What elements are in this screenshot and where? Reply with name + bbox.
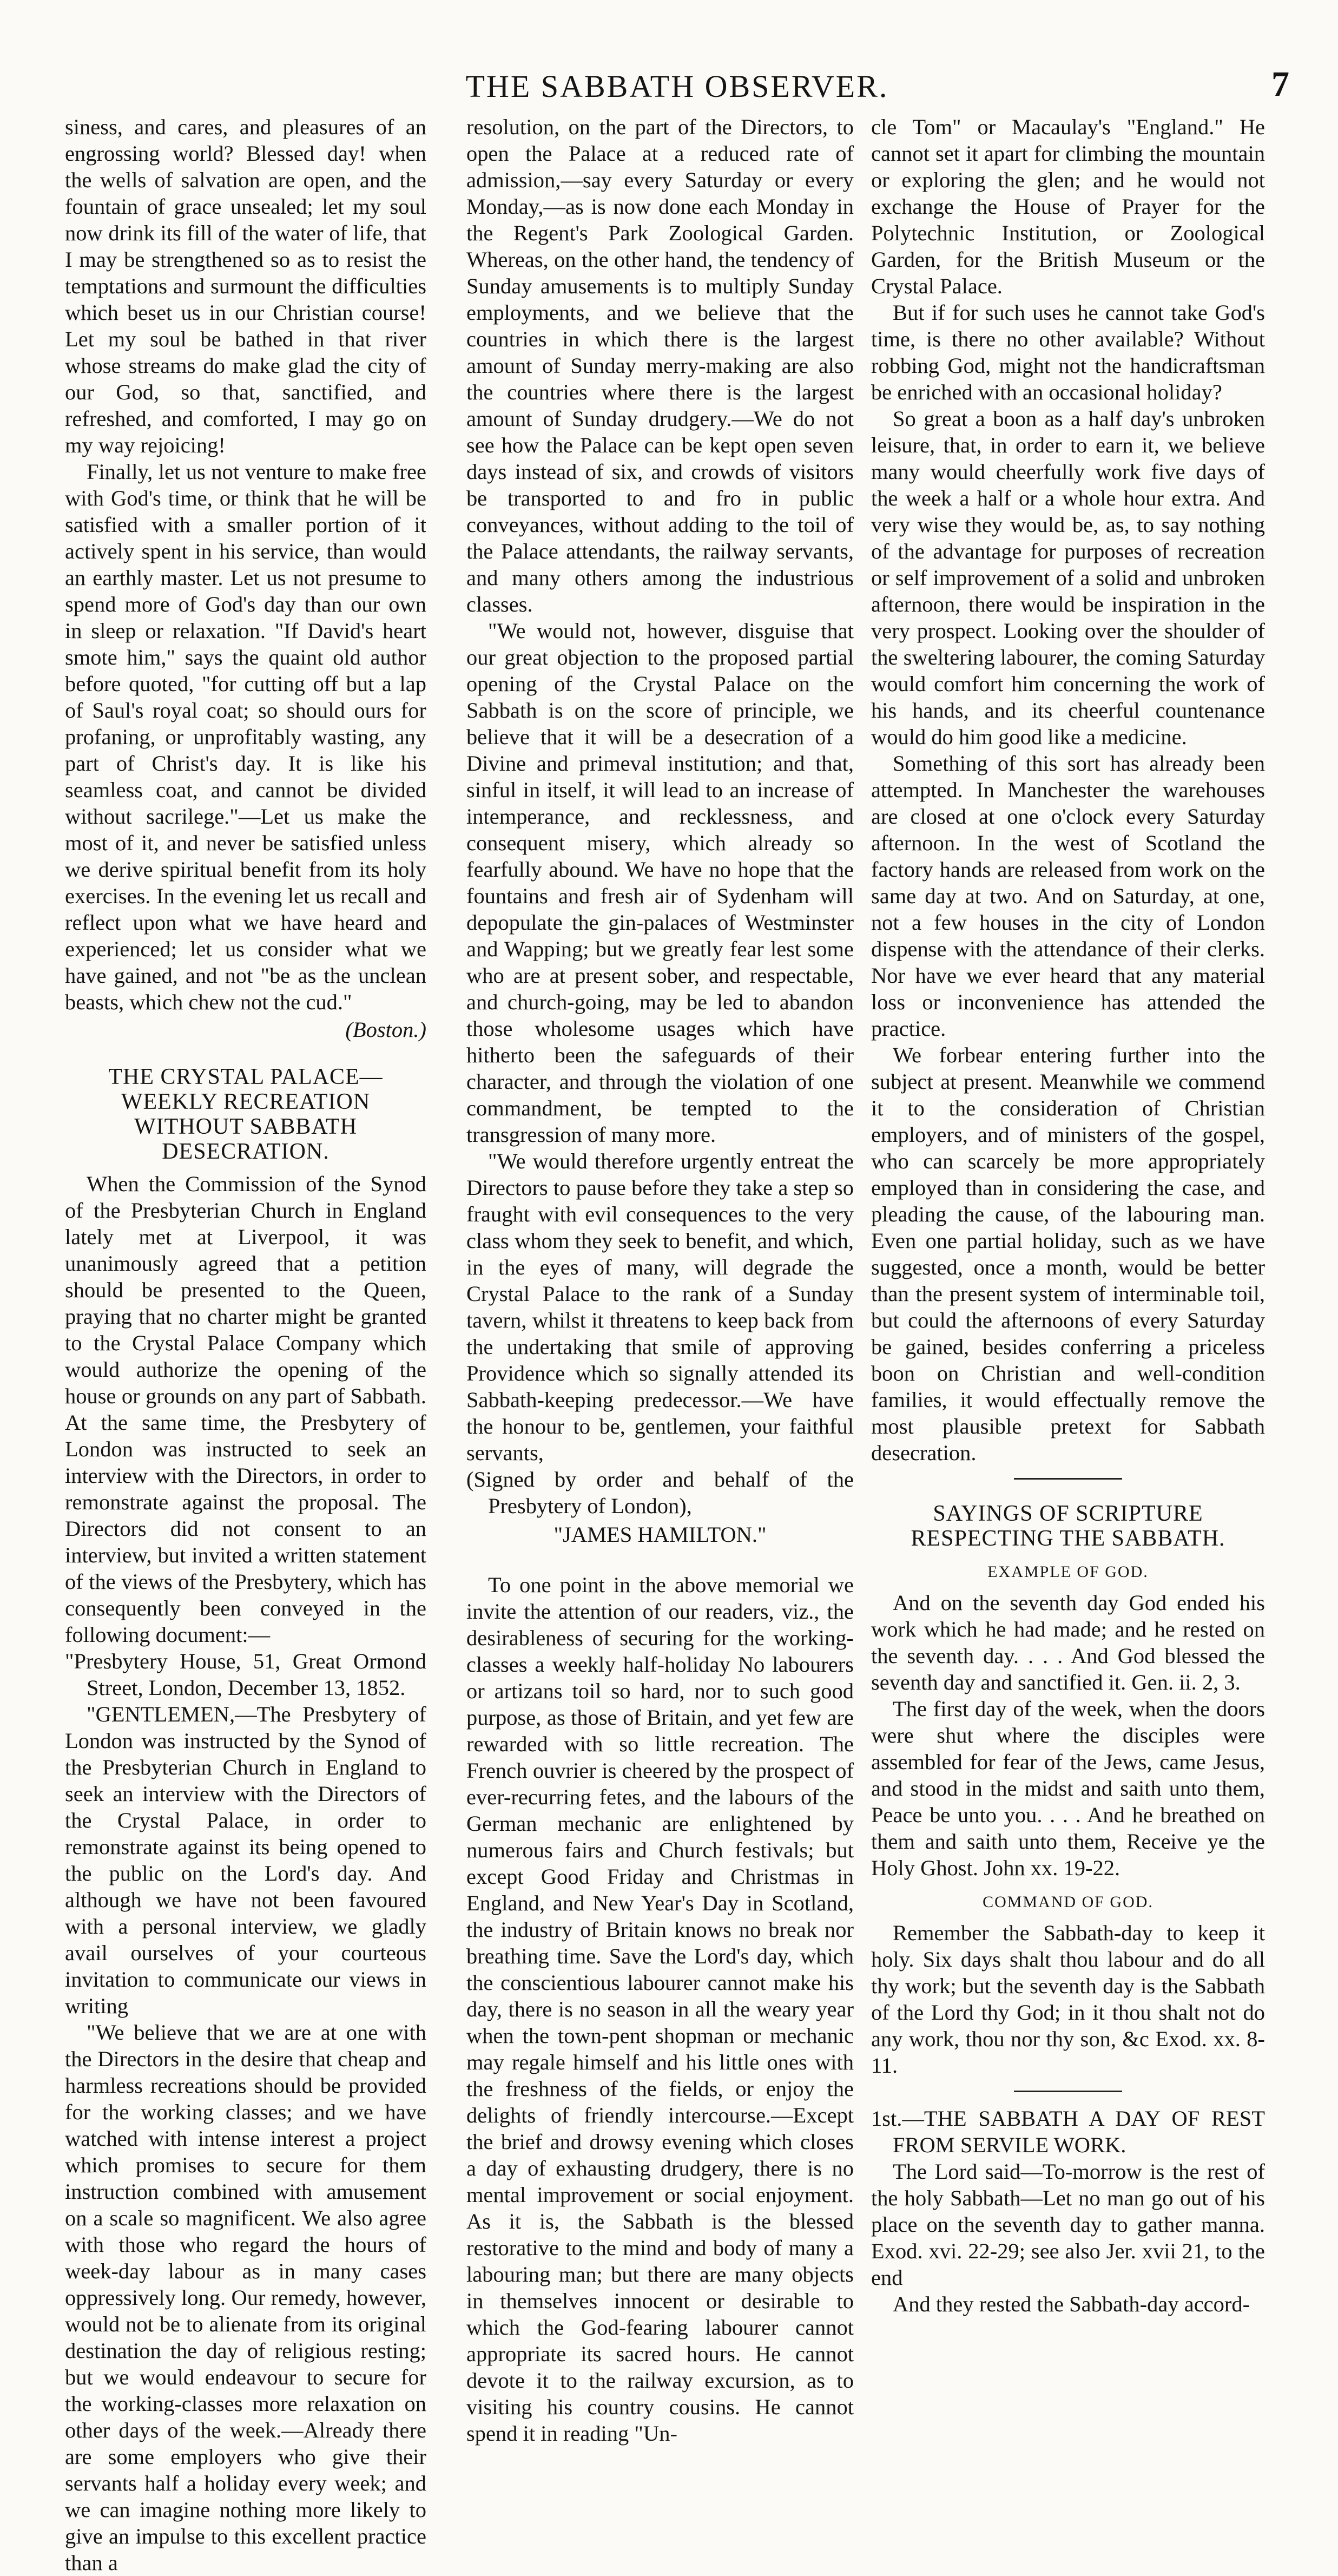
paragraph: But if for such uses he cannot take God's time, is there no other available? Without robbing God, might not the handicraftsman be enriched with an occasional holiday?	[871, 300, 1265, 404]
paragraph: resolution, on the part of the Directors, to open the Palace at a reduced rate of admission,—say every Saturday or every Monday,—as is now done each Monday in the Regent's Park Zoological Garden. Whereas, on the other hand, the tendency of Sunday amusements is to multiply Sunday employments, and we believe that the countries in which there is the largest amount of Sunday merry-making are also the countries where there is the largest amount of Sunday drudgery.—We do not see how the Palace can be kept open seven days instead of six, and crowds of visitors be transported to and fro in public conveyances, without adding to the toil of the Palace attendants, the railway servants, and many others among the industrious classes.	[466, 115, 854, 616]
paragraph: Something of this sort has already been attempted. In Manchester the warehouses are closed at one o'clock every Saturday afternoon. In the west of Scotland the factory hands are released from work on the same day at two. And on Saturday, at one, not a few houses in the city of London dispense with the attendance of their clerks. Nor have we ever heard that any material loss or inconvenience has attended the practice.	[871, 751, 1265, 1041]
signed-line: (Signed by order and behalf of the Presbytery of London),	[466, 1467, 854, 1518]
spacer	[466, 1555, 854, 1572]
paragraph: Remember the Sabbath-day to keep it holy. Six days shalt thou labour and do all thy work; but the seventh day is the Sabbath of the Lord thy God; in it thou shalt not do any work, thou nor thy son, &c Exod. xx. 8-11.	[871, 1921, 1265, 2078]
subheading: COMMAND OF GOD.	[983, 1893, 1154, 1911]
paragraph: Finally, let us not venture to make free with God's time, or think that he will be satisfied with a smaller portion of it actively spent in his service, than would an earthly master. Let us not presume to spend more of God's day than our own in sleep or relaxation. "If David's heart smote him," says the quaint old author before quoted, "for cutting off but a lap of Saul's royal coat; so should ours for profaning, or unprofitably wasting, any part of Christ's day. It is like his seamless coat, and cannot be divided without sacrilege."—Let us make the most of it, and never be satisfied unless we derive spiritual benefit from its holy exercises. In the evening let us recall and reflect upon what we have heard and experienced; let us consider what we have gained, and not "be as the unclean beasts, which chew not the cud."	[65, 459, 426, 1014]
column-1	[65, 114, 426, 2575]
column-2	[466, 114, 854, 2446]
paragraph: The Lord said—To-morrow is the rest of the holy Sabbath—Let no man go out of his place on the seventh day to gather manna. Exod. xvi. 22-29; see also Jer. xvii 21, to the end	[871, 2159, 1265, 2290]
paragraph: "We believe that we are at one with the Directors in the desire that cheap and harmless recreations should be provided for the working classes; and we have watched with intense interest a project which promises to secure for them instruction combined with amusement on a scale so magnificent. We also agree with those who regard the hours of week-day labour as in many cases oppressively long. Our remedy, however, would not be to alienate from its original destination the day of religious resting; but we would endeavour to secure for the working-classes more relaxation on other days of the week.—Already there are some employers who give their servants half a holiday every week; and we can imagine nothing more likely to give an impulse to this excellent practice than a	[65, 2020, 426, 2575]
page-number: 7	[1271, 64, 1289, 104]
column-3	[871, 114, 1265, 2316]
page-header	[65, 64, 1289, 107]
paragraph: And they rested the Sabbath-day accord-	[893, 2292, 1250, 2316]
paragraph: "GENTLEMEN,—The Presbytery of London was instructed by the Synod of the Presbyterian Church in England to seek an interview with the Directors of the Crystal Palace, in order to remonstrate against its being opened to the public on the Lord's day. And although we have not been favoured with a personal interview, we gladly avail ourselves of your courteous invitation to communicate our views in writing	[65, 1702, 426, 2018]
paragraph: We forbear entering further into the subject at present. Meanwhile we commend it to the consideration of Christian employers, and of ministers of the gospel, who can scarcely be more appropriately employed than in considering the case, and pleading the cause, of the labouring man. Even one partial holiday, such as we have suggested, once a month, would be better than the present system of interminable toil, but could the afternoons of every Saturday be gained, besides conferring a priceless boon on Christian and well-condition families, it would effectually remove the most plausible pretext for Sabbath desecration.	[871, 1043, 1265, 1465]
paragraph: So great a boon as a half day's unbroken leisure, that, in order to earn it, we believe many would cheerfully work five days of the week a half or a whole hour extra. And very wise they would be, as, to say nothing of the advantage for purposes of recreation or self improvement of a solid and unbroken afternoon, there would be inspiration in the very prospect. Looking over the shoulder of the sweltering labourer, the coming Saturday would comfort him concerning the work of his hands, and its cheerful countenance would do him good like a medicine.	[871, 406, 1265, 749]
source-attribution: (Boston.)	[345, 1017, 426, 1042]
section-title: THE CRYSTAL PALACE—WEEKLY RECREATION WITHOUT SABBATH DESECRATION.	[108, 1064, 383, 1164]
section-title: SAYINGS OF SCRIPTURE RESPECTING THE SABBATH.	[911, 1501, 1225, 1551]
signature: "JAMES HAMILTON."	[553, 1522, 767, 1547]
paragraph: siness, and cares, and pleasures of an engrossing world? Blessed day! when the wells of salvation are open, and the fountain of grace unsealed; let my soul now drink its fill of the water of life, that I may be strengthened so as to resist the temptations and surmount the difficulties which beset us in our Christian course! Let my soul be bathed in that river whose streams do make glad the city of our God, so that, sanctified, and refreshed, and comforted, I may go on my way rejoicing!	[65, 115, 426, 457]
paragraph: The first day of the week, when the doors were shut where the disciples were assembled for fear of the Jews, came Jesus, and stood in the midst and saith unto them, Peace be unto you. . . . And he breathed on them and saith unto them, Receive ye the Holy Ghost. John xx. 19-22.	[871, 1697, 1265, 1880]
paragraph: When the Commission of the Synod of the Presbyterian Church in England lately met at Liverpool, it was unanimously agreed that a petition should be presented to the Queen, praying that no charter might be granted to the Crystal Palace Company which would authorize the opening of the house or grounds on any part of Sabbath. At the same time, the Presbytery of London was instructed to seek an interview with the Directors, in order to remonstrate against the proposal. The Directors did not consent to an interview, but invited a written statement of the views of the Presbytery, which has consequently been conveyed in the following document:—	[65, 1172, 426, 1647]
journal-title: THE SABBATH OBSERVER.	[465, 69, 889, 104]
address-line: "Presbytery House, 51, Great Ormond Street, London, December 13, 1852.	[65, 1649, 426, 1700]
paragraph: And on the seventh day God ended his work which he had made; and he rested on the seventh day. . . . And God blessed the seventh day and sanctified it. Gen. ii. 2, 3.	[871, 1591, 1265, 1694]
subheading: EXAMPLE OF GOD.	[987, 1563, 1149, 1581]
section-divider	[1014, 1478, 1122, 1480]
paragraph: To one point in the above memorial we invite the attention of our readers, viz., the desirableness of securing for the working-classes a weekly half-holiday No labourers or artizans toil so hard, nor to such good purpose, as those of Britain, and yet few are rewarded with so little recreation. The French ouvrier is cheered by the prospect of ever-recurring fetes, and the labours of the German mechanic are enlightened by numerous fairs and Church festivals; but except Good Friday and Christmas in England, and New Year's Day in Scotland, the industry of Britain knows no break nor breathing time. Save the Lord's day, which the conscientious labourer cannot make his day, there is no season in all the weary year when the town-pent shopman or mechanic may regale himself and his little ones with the freshness of the fields, or enjoy the delights of friendly intercourse.—Except the brief and drowsy evening which closes a day of exhausting drudgery, there is no mental improvement or social enjoyment. As it is, the Sabbath is the blessed restorative to the mind and body of many a labouring man; but there are many objects in themselves innocent or desirable to which the God-fearing labourer cannot appropriate its sacred hours. He cannot devote it to the railway excursion, as to visiting his country cousins. He cannot spend it in reading "Un-	[466, 1573, 854, 2446]
paragraph: cle Tom" or Macaulay's "England." He cannot set it apart for climbing the mountain or exploring the glen; and he would not exchange the House of Prayer for the Polytechnic Institution, or Zoological Garden, for the British Museum or the Crystal Palace.	[871, 115, 1265, 298]
subheading: 1st.—THE SABBATH A DAY OF REST FROM SERVILE WORK.	[871, 2106, 1265, 2157]
section-divider	[1014, 2091, 1122, 2092]
paragraph: "We would not, however, disguise that our great objection to the proposed partial opening of the Crystal Palace on the Sabbath is on the score of principle, we believe that it will be a desecration of a Divine and primeval institution; and that, sinful in itself, it will lead to an increase of intemperance, and recklessness, and consequent misery, which already so fearfully abound. We have no hope that the fountains and fresh air of Sydenham will depopulate the gin-palaces of Westminster and Wapping; but we greatly fear lest some who are at present sober, and respectable, and church-going, may be led to abandon those wholesome usages which have hitherto been the safeguards of their character, and through the violation of one commandment, be tempted to the transgression of many more.	[466, 619, 854, 1147]
paragraph: "We would therefore urgently entreat the Directors to pause before they take a step so fraught with evil consequences to the very class whom they seek to benefit, and which, in the eyes of many, will degrade the Crystal Palace to the rank of a Sunday tavern, whilst it threatens to keep back from the undertaking that smile of approving Providence which so signally attended its Sabbath-keeping predecessor.—We have the honour to be, gentlemen, your faithful servants,	[466, 1149, 854, 1465]
